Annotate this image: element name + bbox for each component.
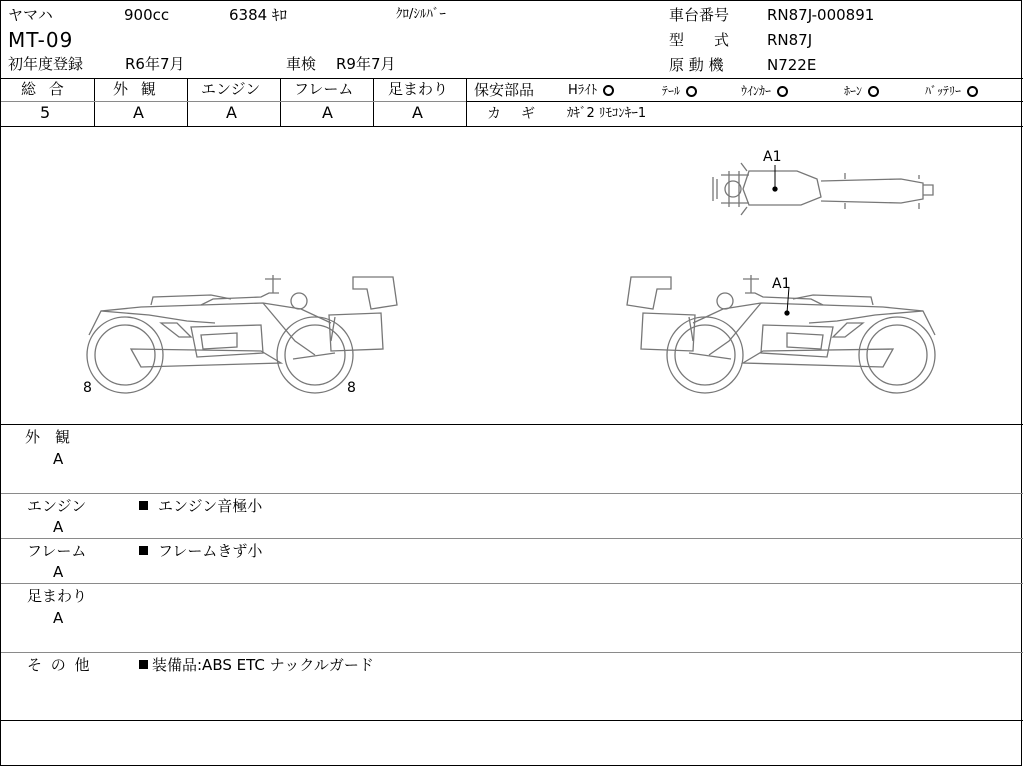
type-value: RN87J (767, 31, 813, 49)
status-ok-icon (868, 86, 879, 97)
status-ok-icon (686, 86, 697, 97)
engine-model-label: 原 動 機 (669, 56, 724, 74)
suspension-grade-value: A (412, 103, 423, 122)
status-ok-icon (603, 85, 614, 96)
exterior-notes-grade: A (53, 450, 64, 468)
divider (1, 101, 466, 102)
safety-item-horn (844, 85, 879, 97)
engine-grade-value: A (226, 103, 237, 122)
safety-item-label: Hﾗｲﾄ (568, 83, 598, 98)
engine-notes-grade: A (53, 518, 64, 536)
motorcycle-top-view (713, 163, 933, 215)
engine-notes-label: エンジン (27, 497, 87, 515)
suspension-grade-label: 足まわり (388, 80, 449, 98)
divider (187, 78, 188, 126)
other-note-text: 装備品:ABS ETC ナックルガード (152, 656, 374, 674)
divider (1, 538, 1023, 539)
other-note (139, 658, 374, 673)
frame-notes-label: フレーム (27, 542, 87, 560)
exterior-notes-label: 外 観 (25, 428, 71, 446)
motorcycle-left-side (87, 275, 397, 393)
divider (466, 101, 1023, 102)
damage-mark-top: A1 (763, 149, 782, 165)
safety-item-battery (925, 85, 978, 97)
divider (1, 652, 1023, 653)
tire-tread-front: 8 (83, 380, 92, 396)
safety-item-label: ﾊﾞｯﾃﾘｰ (925, 84, 962, 98)
maker: ヤマハ (8, 6, 53, 24)
divider (1, 493, 1023, 494)
motorcycle-right-side (627, 275, 935, 393)
engine-grade-label: エンジン (201, 80, 261, 98)
divider (1, 720, 1023, 721)
bullet-icon (139, 546, 148, 555)
divider (280, 78, 281, 126)
divider (466, 78, 467, 126)
bullet-icon (139, 660, 148, 669)
divider (373, 78, 374, 126)
exterior-grade-value: A (133, 103, 144, 122)
suspension-notes-label: 足まわり (27, 587, 88, 605)
model-name: MT-09 (8, 28, 74, 52)
frame-note (139, 544, 262, 559)
status-ok-icon (777, 86, 788, 97)
first-registration-value: R6年7月 (125, 55, 185, 73)
safety-item-taillight (662, 85, 697, 97)
key-label: カ ギ (487, 106, 538, 122)
safety-item-label: ｳｲﾝｶｰ (741, 84, 772, 98)
displacement: 900cc (124, 6, 170, 24)
frame-grade-label: フレーム (294, 80, 354, 98)
overall-grade-label: 総 合 (21, 80, 68, 98)
overall-grade-value: 5 (40, 103, 51, 122)
suspension-notes-grade: A (53, 609, 64, 627)
other-notes-label: そ の 他 (27, 656, 92, 674)
tire-tread-rear: 8 (347, 380, 356, 396)
damage-mark-right: A1 (772, 276, 791, 292)
type-label: 型 式 (669, 31, 730, 49)
exterior-grade-label: 外 観 (113, 80, 160, 98)
key-value: ｶｷﾞ2 ﾘﾓｺﾝｷｰ1 (567, 106, 647, 121)
frame-number-label: 車台番号 (669, 6, 730, 24)
frame-note-text: フレームきず小 (158, 542, 263, 560)
damage-diagram (1, 127, 1023, 425)
first-registration-label: 初年度登録 (8, 55, 84, 73)
inspection-value: R9年7月 (336, 55, 396, 73)
divider (1, 78, 1023, 79)
safety-item-label: ﾃｰﾙ (662, 84, 681, 98)
frame-number-value: RN87J-000891 (767, 6, 875, 24)
bullet-icon (139, 501, 148, 510)
safety-item-turn-signal (741, 85, 788, 97)
inspection-label: 車検 (286, 55, 317, 73)
safety-parts-label: 保安部品 (474, 81, 535, 99)
divider (94, 78, 95, 126)
safety-item-headlight (568, 84, 614, 97)
engine-note (139, 499, 262, 514)
color: ｸﾛ/ｼﾙﾊﾞｰ (396, 7, 446, 22)
status-ok-icon (967, 86, 978, 97)
divider (1, 583, 1023, 584)
safety-item-label: ﾎｰﾝ (844, 84, 863, 98)
engine-model-value: N722E (767, 56, 817, 74)
divider (1, 424, 1023, 425)
engine-note-text: エンジン音極小 (158, 497, 263, 515)
frame-grade-value: A (322, 103, 333, 122)
mileage: 6384 ｷﾛ (229, 6, 287, 24)
frame-notes-grade: A (53, 563, 64, 581)
